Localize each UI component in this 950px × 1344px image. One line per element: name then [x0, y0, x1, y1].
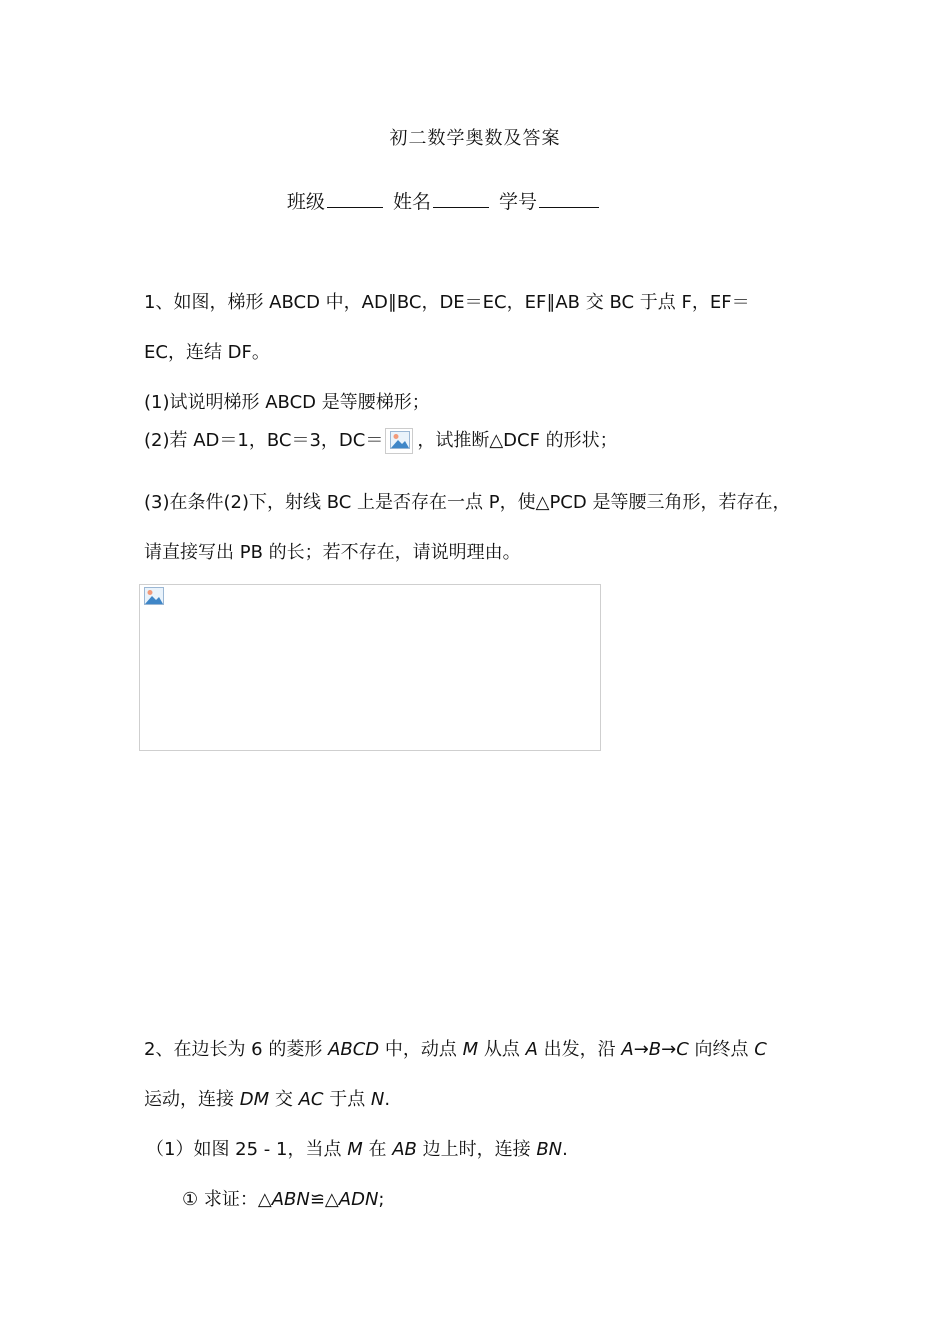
class-blank — [327, 189, 383, 208]
q2-text: （1）如图 25 - 1，当点 — [146, 1139, 348, 1160]
q2-var: N — [370, 1089, 385, 1110]
q2-var: A — [525, 1039, 538, 1060]
q2-line-2 — [144, 1085, 390, 1111]
q2-line-1 — [144, 1035, 767, 1061]
name-label: 姓名 — [392, 191, 431, 213]
inline-formula-image — [385, 428, 413, 454]
q1-line-1: 1、如图，梯形 ABCD 中，AD∥BC，DE＝EC，EF∥AB 交 BC 于点 F，EF＝ — [144, 292, 750, 313]
q2-var: M — [462, 1039, 479, 1060]
q2-text: 运动，连接 — [144, 1089, 240, 1110]
q1-part-3-line-2: 请直接写出 PB 的长；若不存在，请说明理由。 — [144, 542, 521, 563]
q1-part-2-text-b: ，试推断△DCF 的形状； — [417, 430, 618, 451]
student-info-line — [0, 187, 890, 214]
q2-var: C — [754, 1039, 767, 1060]
q1-part-3-line-1: (3)在条件(2)下，射线 BC 上是否存在一点 P，使△PCD 是等腰三角形，若存在， — [144, 492, 791, 513]
q2-var: AB — [392, 1139, 417, 1160]
q1-part-2 — [144, 426, 618, 454]
q1-figure-placeholder — [139, 584, 601, 751]
q2-var: AC — [298, 1089, 324, 1110]
q2-text: 边上时，连接 — [416, 1139, 537, 1160]
q2-text: ① 求证：△ — [182, 1189, 272, 1210]
q2-part-1 — [146, 1135, 568, 1161]
broken-image-icon — [144, 587, 164, 605]
q2-text: 交 — [269, 1089, 299, 1110]
q2-var: A→B→C — [621, 1039, 689, 1060]
q2-var: DM — [239, 1089, 270, 1110]
q2-var: ADN — [338, 1189, 379, 1210]
q2-text: ; — [378, 1189, 385, 1210]
q2-text: 向终点 — [688, 1039, 755, 1060]
name-blank — [433, 189, 489, 208]
q2-text: 于点 — [323, 1089, 371, 1110]
document-title: 初二数学奥数及答案 — [389, 128, 561, 149]
q1-part-1: (1)试说明梯形 ABCD 是等腰梯形； — [144, 392, 430, 413]
q2-text: ≌△ — [309, 1189, 339, 1210]
q2-var: M — [347, 1139, 363, 1160]
q1-part-2-text-a: (2)若 AD＝1，BC＝3，DC＝ — [144, 430, 384, 451]
q2-part-1-sub-1 — [182, 1185, 385, 1211]
broken-image-icon — [390, 431, 410, 449]
id-blank — [539, 189, 599, 208]
q1-line-2: EC，连结 DF。 — [144, 342, 270, 363]
class-label: 班级 — [286, 191, 325, 213]
q2-text: . — [562, 1139, 568, 1160]
q2-var: ABN — [271, 1189, 310, 1210]
q2-text: 出发，沿 — [537, 1039, 622, 1060]
q2-text: 在 — [362, 1139, 393, 1160]
id-label: 学号 — [499, 191, 538, 213]
q2-text: 中，动点 — [379, 1039, 463, 1060]
q2-var: BN — [536, 1139, 563, 1160]
q2-var: ABCD — [328, 1039, 380, 1060]
q2-text: 从点 — [478, 1039, 526, 1060]
q2-text: . — [384, 1089, 391, 1110]
q2-text: 2、在边长为 6 的菱形 — [144, 1039, 329, 1060]
